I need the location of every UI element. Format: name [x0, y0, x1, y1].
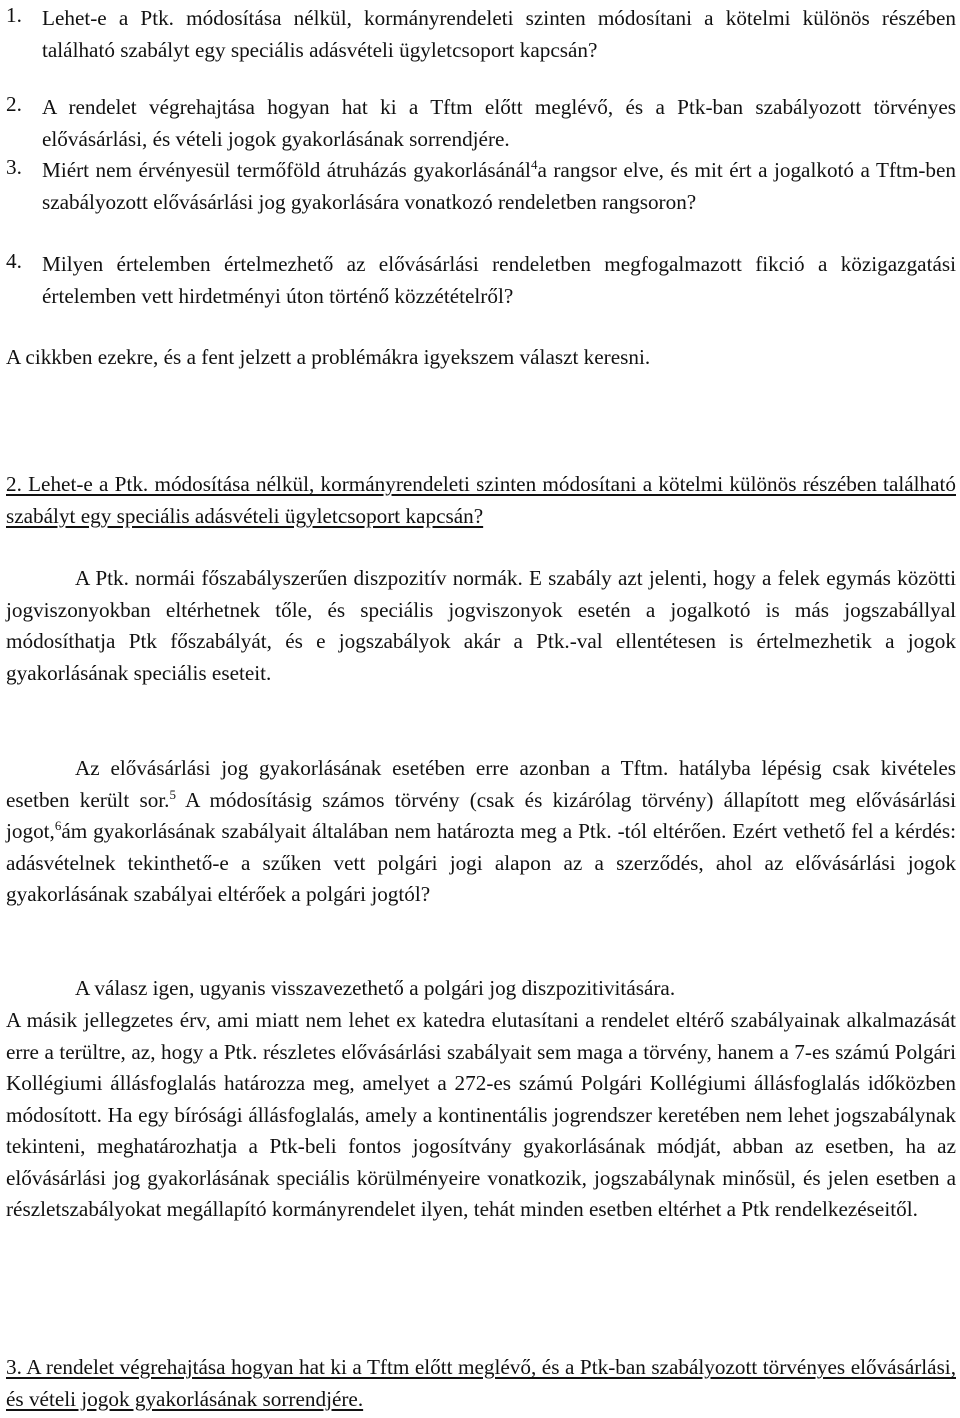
section-2-heading: 2. Lehet-e a Ptk. módosítása nélkül, kormányrendeleti szinten módosítani a kötelmi különös részében található szabályt egy speciális adásvételi ügyletcsoport kapcsán? — [6, 472, 956, 528]
question-number: 2. — [6, 92, 22, 116]
question-number: 3. — [6, 155, 22, 179]
section-2-paragraph-1: A Ptk. normái főszabályszerűen diszpozitív normák. E szabály azt jelenti, hogy a felek egymás közötti jogviszonyokban eltérhetnek tőle, és speciális jogviszonyok esetén a jogalkotó is más jogszabállyal módosíthatja Ptk főszabályát, és e jogszabályok akár a Ptk.-val ellentétesen is értelmezhetik a jogok gyakorlásának speciális eseteit. — [6, 566, 956, 685]
question-text: Milyen értelemben értelmezhető az elővásárlási rendeletben megfogalmazott fikció a közigazgatási értelemben vett hirdetményi úton történő közzétételről? — [42, 252, 956, 308]
footnote-ref: 6 — [54, 817, 62, 833]
question-text: Lehet-e a Ptk. módosítása nélkül, kormányrendeleti szinten módosítani a kötelmi különös részében található szabályt egy speciális adásvételi ügyletcsoport kapcsán? — [42, 6, 956, 62]
section-3-heading: 3. A rendelet végrehajtása hogyan hat ki a Tftm előtt meglévő, és a Ptk-ban szabályozott törvényes elővásárlási, és vételi jogok gyakorlásának sorrendjére. — [6, 1355, 956, 1411]
section-2-paragraph-3: A válasz igen, ugyanis visszavezethető a polgári jog diszpozitivitására. — [75, 976, 676, 1000]
question-4 — [6, 249, 956, 312]
question-number: 4. — [6, 249, 22, 273]
footnote-ref: 4 — [530, 156, 538, 172]
question-1 — [6, 3, 956, 66]
question-2 — [6, 92, 956, 155]
question-text: A rendelet végrehajtása hogyan hat ki a Tftm előtt meglévő, és a Ptk-ban szabályozott törvényes elővásárlási, és vételi jogok gyakorlásának sorrendjére. — [42, 95, 956, 151]
intro-paragraph: A cikkben ezekre, és a fent jelzett a problémákra igyekszem választ keresni. — [6, 345, 651, 369]
section-2-paragraph-4: A másik jellegzetes érv, ami miatt nem lehet ex katedra elutasítani a rendelet eltérő szabályainak alkalmazását erre a terültre, az, hogy a Ptk. részletes elővásárlási szabályait sem maga a törvény, hanem a 7-es számú Polgári Kollégiumi állásfoglalás határozza meg, amelyet a 272-es számú Polgári Kollégiumi állásfoglalás időközben módosított. Ha egy bírósági állásfoglalás, amely a kontinentális jogrendszer keretében nem lehet jogszabálynak tekinteni, meghatározhatja a Ptk-beli fontos jogosítvány gyakorlásának módját, abban az esetben, ha az elővásárlási jog gyakorlásának speciális körülményeire vonatkozik, jogszabálynak minősül, és jelen esetben a részletszabályokat megállapító kormányrendelet ilyen, tehát minden esetben eltérhet a Ptk rendelkezéseitől. — [6, 1008, 956, 1221]
question-3 — [6, 155, 956, 218]
question-number: 1. — [6, 3, 22, 27]
section-2-paragraph-2: Az elővásárlási jog gyakorlásának esetében erre azonban a Tftm. hatályba lépésig csak kivételes esetben került sor.$^5$ A módosításig számos törvény (csak és kizárólag törvény) állapított meg elővásárlási jogot,$^6$ám gyakorlásának szabályait általában nem határozta meg a Ptk. -tól eltérően. Ezért vethető fel a kérdés: adásvételnek tekinthető-e a szűken vett polgári jogi alapon az a szerződés, ahol az elővásárlási jogok gyakorlásának szabályai eltérőek a polgári jogtól? — [6, 756, 956, 906]
question-text: Miért nem érvényesül termőföld átruházás gyakorlásánál$^4$a rangsor elve, és mit ért a jogalkotó a Tftm-ben szabályozott elővásárlási jog gyakorlására vonatkozó rendeletben rangsoron? — [42, 156, 957, 214]
footnote-ref: 5 — [169, 786, 176, 802]
